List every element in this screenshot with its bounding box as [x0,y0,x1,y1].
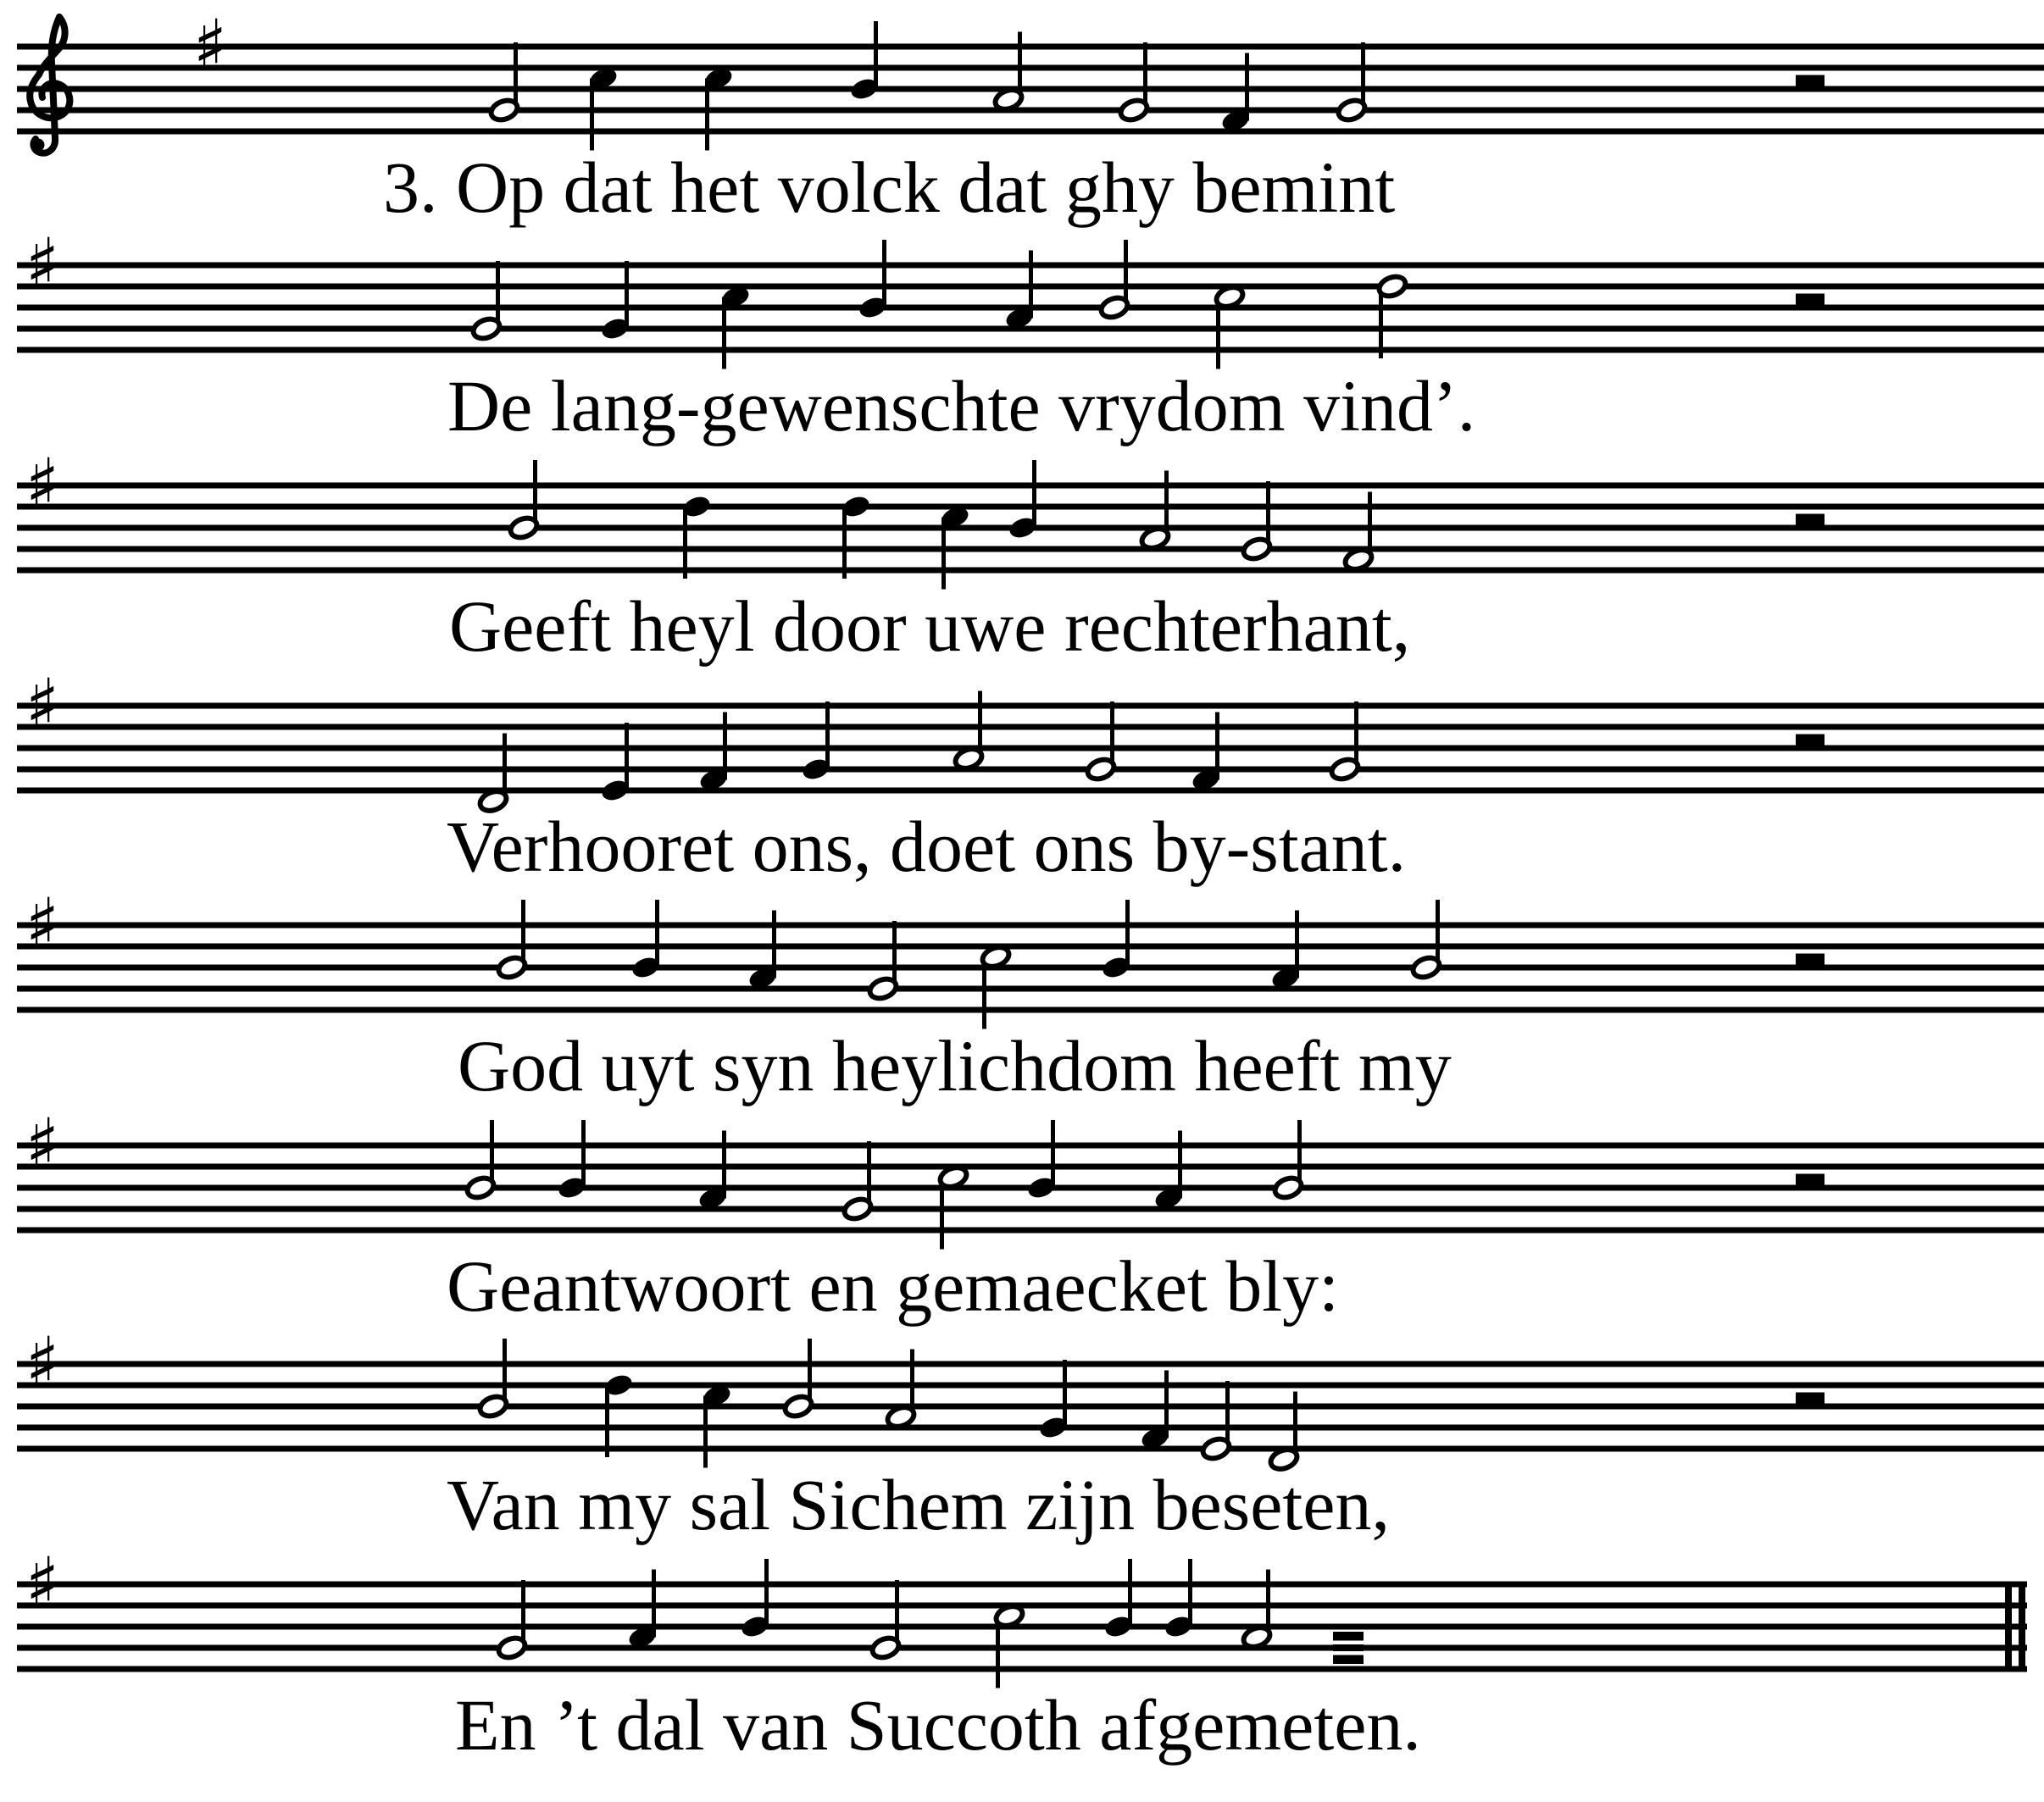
note-b4-half [1098,240,1130,321]
final-barline-right [2019,1582,2025,1672]
note-stem [722,1131,726,1199]
note-b4-half [477,1339,508,1420]
note-g4-half [1336,42,1367,124]
stave-3 [17,443,2044,590]
note-stem [1295,911,1299,979]
note-head [477,1393,508,1419]
half-rest [1796,1174,1825,1185]
note-head [1085,756,1116,782]
note-g4-half [1085,701,1116,783]
note-stem [1178,1131,1182,1199]
note-g4-half [488,42,519,124]
stave-5 [17,883,2044,1029]
half-rest [1796,294,1825,305]
note-stem [1032,460,1036,528]
staff-line [17,1361,2044,1367]
note-head [508,514,539,541]
note-stem [772,911,776,979]
note-stem [705,79,709,151]
stave-8 [17,1542,2027,1688]
note-stem [655,900,659,968]
stave-4 [17,663,2044,814]
staff-line [17,108,2044,114]
note-stem [842,507,847,579]
note-g4-half [496,1580,527,1661]
note-head [1241,535,1272,562]
staff-line [17,1164,2044,1170]
note-g4-half [869,1580,901,1661]
note-stem [1051,1120,1055,1188]
note-stem [882,240,886,308]
staff-line [17,1582,2027,1588]
note-stem [1164,1371,1169,1439]
lyric-line-3: Geeft heyl door uwe rechterhant, [449,585,1411,667]
note-b4-quarter [848,21,880,103]
note-stem [1125,900,1130,968]
note-stem [1245,53,1249,121]
note-g4-half [1241,481,1272,563]
note-b4-quarter [1163,1559,1194,1640]
note-head [1118,97,1149,123]
staff-line [17,1645,2027,1651]
note-g4-half [841,1141,873,1223]
half-rest [1796,1393,1825,1404]
note-head [867,975,898,1001]
note-d5-quarter [840,493,871,579]
lyric-line-7: Van my sal Sichem zijn beseten, [447,1464,1390,1545]
note-b4-half [508,460,539,541]
treble-clef-blob [32,139,45,152]
note-head [1272,1174,1303,1200]
staff-line [17,1425,2044,1431]
note-head [782,1393,814,1419]
note-stem [605,1385,609,1457]
note-g4-quarter [1037,1360,1069,1441]
staff-line [17,1007,2044,1013]
staff-line [17,483,2044,489]
note-g4-quarter [599,261,630,342]
stave-7 [17,1322,2044,1472]
staff-line [17,767,2044,773]
half-rest [1796,75,1825,86]
note-head [841,1195,873,1222]
note-head [1098,294,1130,320]
note-b4-quarter [857,240,888,321]
note-stem [590,79,594,151]
note-stem [703,1396,708,1468]
note-e4-half [1200,1381,1231,1462]
half-rest [1796,514,1825,525]
note-e4-quarter [599,723,630,804]
staff-line [17,568,2044,574]
note-head [488,97,519,123]
note-stem [652,1570,656,1638]
note-head [496,954,527,980]
note-d5-half [1376,273,1408,358]
note-head [1376,273,1408,299]
staff-line [17,923,2044,929]
note-g4-half [1329,701,1360,783]
note-b4-half [1272,1120,1303,1201]
note-b4-quarter [1100,900,1131,981]
key-signature-sharp-icon: ♯ [192,4,228,87]
key-signature-sharp-icon: ♯ [25,883,60,966]
note-b4-half [496,900,527,981]
note-b4-quarter [630,900,661,981]
note-stem [941,518,946,590]
staff-line [17,965,2044,971]
key-signature-sharp-icon: ♯ [25,1322,60,1405]
note-head [1200,1435,1231,1461]
note-stem [723,712,727,780]
key-signature-sharp-icon: ♯ [25,1103,60,1186]
staff-line [17,129,2044,135]
stave-6 [17,1103,2044,1250]
note-stem [581,1120,586,1188]
staff-line [17,1228,2044,1234]
note-stem [1128,1559,1132,1627]
staff-line [17,347,2044,353]
staff-line [17,1143,2044,1149]
note-b4-half [1410,900,1441,981]
lyric-line-1: 3. Op dat het volck dat ghy bemint [383,147,1396,228]
note-stem [874,21,878,89]
note-head [496,1634,527,1661]
note-stem [625,261,629,329]
staff-line [17,1404,2044,1410]
staff-line [17,746,2044,751]
note-b4-quarter [739,1559,770,1640]
note-stem [683,507,687,579]
note-head [1336,97,1367,123]
staff-line [17,788,2044,794]
longa-body [1333,1632,1364,1664]
note-b4-half [464,1120,496,1201]
note-head [470,315,502,341]
staff-line [17,86,2044,92]
key-signature-sharp-icon: ♯ [25,1542,60,1625]
longa-slit [1333,1641,1364,1645]
staff-line [17,504,2044,510]
note-d5-quarter [680,493,712,579]
lyric-line-5: God uyt syn heylichdom heeft my [458,1025,1452,1106]
note-stem [1063,1360,1067,1428]
note-g4-half [867,921,898,1002]
note-head [869,1634,901,1661]
lyric-line-2: De lang-gewenschte vrydom vind’. [447,365,1476,446]
longa-slit [1333,1651,1364,1655]
note-head [1410,954,1441,980]
note-b4-quarter [1025,1120,1057,1201]
staff-line [17,1666,2027,1672]
staff-line [17,65,2044,71]
lyric-line-4: Verhooret ons, doet ons by-stant. [447,806,1407,887]
stave-1 [17,4,2044,153]
staff-line [17,44,2044,50]
final-barline-left [2005,1582,2012,1672]
key-signature-sharp-icon: ♯ [25,223,60,306]
staff-line [17,546,2044,552]
key-signature-sharp-icon: ♯ [25,443,60,526]
note-stem [764,1559,769,1627]
staff-line [17,1383,2044,1389]
note-b4-quarter [1103,1559,1134,1640]
staff-line [17,1446,2044,1452]
note-head [1329,756,1360,782]
note-d5-quarter [603,1372,634,1457]
staff-line [17,703,2044,709]
staff-line [17,986,2044,992]
half-rest [1796,735,1825,746]
note-g4-longa [1333,1632,1364,1664]
note-stem [722,297,726,369]
staff-line [17,1206,2044,1212]
note-stem [625,723,629,790]
staff-line [17,724,2044,730]
staff-line [17,944,2044,950]
half-rest [1796,954,1825,965]
key-signature-sharp-icon: ♯ [25,663,60,746]
note-stem [1188,1559,1192,1627]
lyric-line-8: En ’t dal van Succoth afgemeten. [455,1684,1421,1766]
staff-line [17,326,2044,332]
note-g4-quarter [800,701,831,783]
note-b4-quarter [1007,460,1038,541]
staff-line [17,1624,2027,1630]
note-stem [825,701,830,769]
note-g4-half [470,261,502,342]
note-stem [1215,712,1219,780]
stave-2 [17,223,2044,369]
note-b4-half [782,1339,814,1420]
note-stem [1029,251,1033,319]
note-g4-half [1118,42,1149,124]
lyric-line-6: Geantwoort en gemaecket bly: [447,1245,1340,1327]
note-head [464,1174,496,1200]
note-b4-quarter [556,1120,587,1201]
